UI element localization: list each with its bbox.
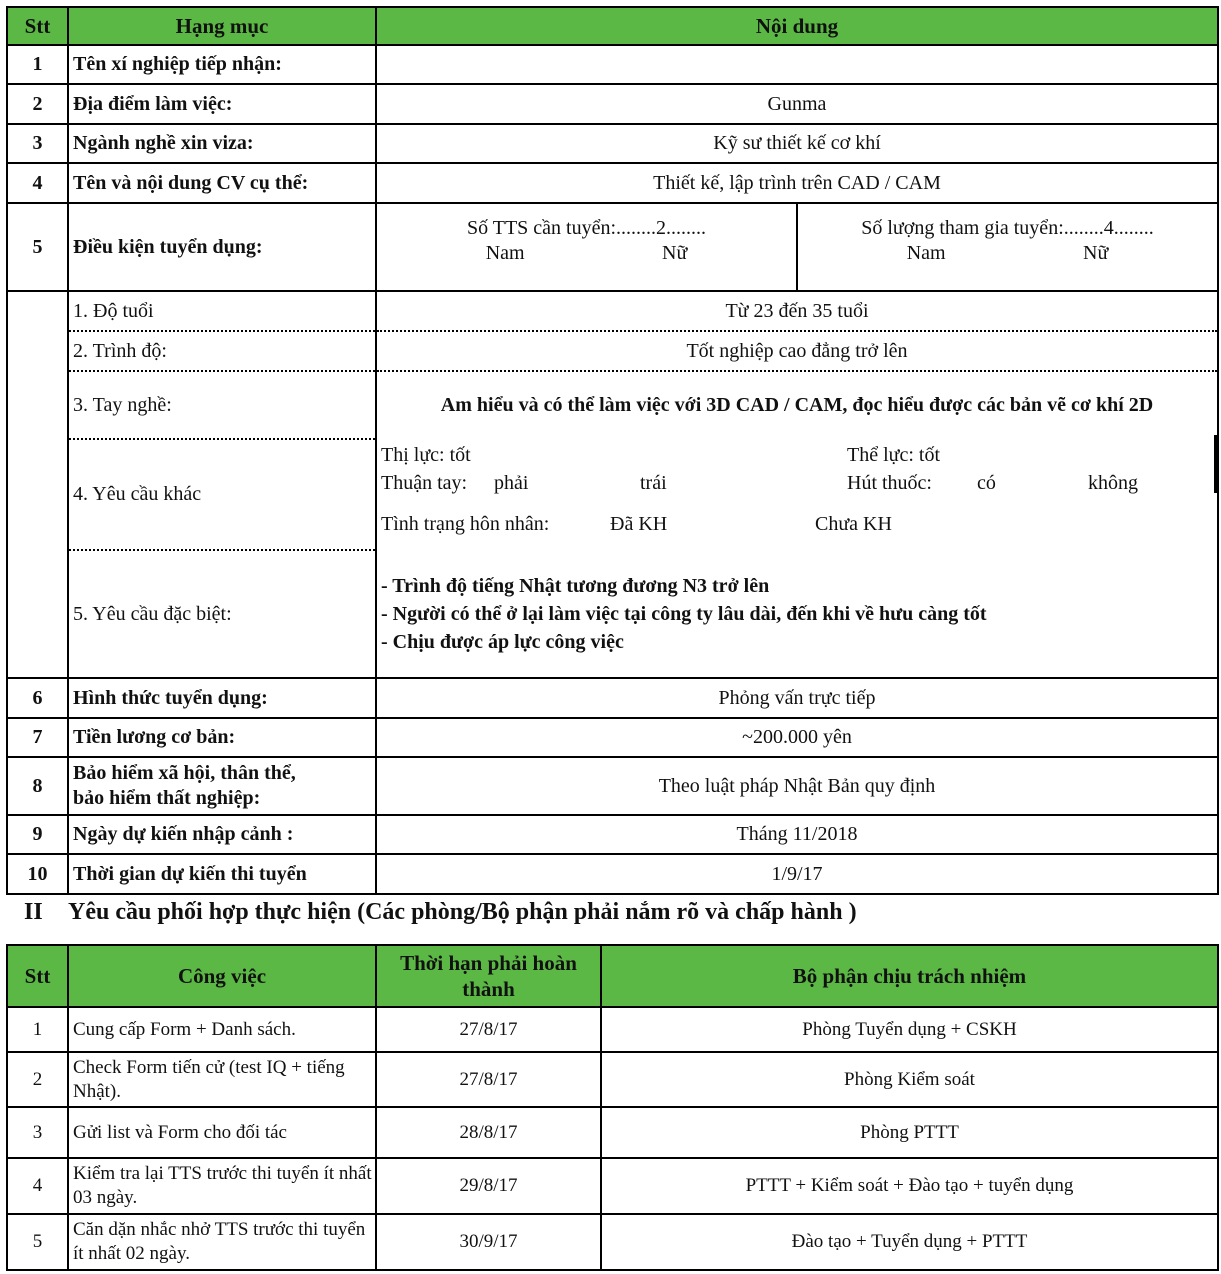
male-label: Nam [485,242,525,264]
row-label: Hình thức tuyển dụng: [68,678,376,718]
row-stt: 6 [7,678,68,718]
row-label: Tiền lương cơ bản: [68,718,376,757]
edu-value: Tốt nghiệp cao đẳng trở lên [376,331,1218,371]
row-dept: Phòng Tuyển dụng + CSKH [601,1007,1218,1052]
row-value: 1/9/17 [376,854,1218,894]
row-label: Tên xí nghiệp tiếp nhận: [68,45,376,84]
row-label-line: Bảo hiểm xã hội, thân thể, [73,762,296,784]
row-deadline: 27/8/17 [376,1052,601,1107]
special-item: - Người có thể ở lại làm việc tại công ty lâu dài, đến khi về hưu càng tốt [381,602,987,625]
skill-label: 3. Tay nghề: [68,371,376,439]
table-row [7,1007,1218,1052]
section-text: Yêu cầu phối hợp thực hiện (Các phòng/Bộ phận phải nắm rõ và chấp hành ) [68,899,857,925]
row-stt: 3 [7,1107,68,1158]
header-dept: Bộ phận chịu trách nhiệm [601,945,1218,1007]
married: Đã KH [610,513,668,535]
row-label-line: bảo hiểm thất nghiệp: [73,787,261,809]
row-label: Điều kiện tuyển dụng: [68,203,376,291]
special-item: - Trình độ tiếng Nhật tương đương N3 trở lên [381,574,770,597]
row-task: Gửi list và Form cho đối tác [68,1107,376,1158]
row-dept: Phòng PTTT [601,1107,1218,1158]
row-dept: PTTT + Kiểm soát + Đào tạo + tuyển dụng [601,1158,1218,1214]
row-stt: 1 [7,45,68,84]
special-item: - Chịu được áp lực công việc [381,630,624,653]
table-header [7,945,1218,1007]
table-header [7,7,1218,45]
marital-label: Tình trạng hôn nhân: [381,513,550,535]
table-row [7,718,1218,757]
female-label: Nữ [1083,242,1109,264]
row-stt: 2 [7,1052,68,1107]
row-label: Ngành nghề xin viza: [68,124,376,163]
scrollbar[interactable] [1214,435,1218,493]
row-label: Thời gian dự kiến thi tuyển [68,854,376,894]
table-row [7,163,1218,203]
table-row [7,1214,1218,1270]
table-row [7,203,1218,291]
row-stt: 4 [7,1158,68,1214]
row-value: ~200.000 yên [376,718,1218,757]
age-value: Từ 23 đến 35 tuổi [376,291,1218,331]
row-deadline: 28/8/17 [376,1107,601,1158]
coordination-table [6,944,1219,1271]
row-stt: 5 [7,1214,68,1270]
header-stt: Stt [7,7,68,45]
header-task: Công việc [68,945,376,1007]
row-value: Gunma [376,84,1218,124]
table-row [7,550,1218,678]
recruitment-table [6,6,1219,895]
row-dept: Phòng Kiểm soát [601,1052,1218,1107]
row-stt: 7 [7,718,68,757]
table-row [7,678,1218,718]
female-label: Nữ [662,242,688,264]
row-stt: 3 [7,124,68,163]
header-category: Hạng mục [68,7,376,45]
row-label: Tên và nội dung CV cụ thể: [68,163,376,203]
table-row [7,854,1218,894]
special-value [376,550,1218,678]
table-row [7,84,1218,124]
single: Chưa KH [815,513,892,535]
section-number: II [24,899,43,925]
smoke-yes: có [977,472,996,494]
edu-label: 2. Trình độ: [68,331,376,371]
hand-label: Thuận tay: [381,472,468,494]
table-row [7,124,1218,163]
hand-right: phải [494,472,529,494]
row-task: Căn dặn nhắc nhở TTS trước thi tuyển ít nhất 02 ngày. [68,1214,376,1270]
section-title [24,899,857,926]
row-deadline: 30/9/17 [376,1214,601,1270]
row-stt: 5 [7,203,68,291]
table-row [7,331,1218,371]
age-label: 1. Độ tuổi [68,291,376,331]
row-stt: 1 [7,1007,68,1052]
table-row [7,815,1218,854]
row-stt: 10 [7,854,68,894]
participants-count [798,204,1217,290]
row-task: Kiểm tra lại TTS trước thi tuyển ít nhất 03 ngày. [68,1158,376,1214]
special-label: 5. Yêu cầu đặc biệt: [68,550,376,678]
row-deadline: 29/8/17 [376,1158,601,1214]
header-stt: Stt [7,945,68,1007]
row-label [68,757,376,815]
table-row [7,757,1218,815]
row-task: Cung cấp Form + Danh sách. [68,1007,376,1052]
row-stt: 2 [7,84,68,124]
row-value: Theo luật pháp Nhật Bản quy định [376,757,1218,815]
row-stt: 9 [7,815,68,854]
table-row [7,1158,1218,1214]
row-task: Check Form tiến cử (test IQ + tiếng Nhật). [68,1052,376,1107]
recruit-conditions [376,203,1218,291]
header-content: Nội dung [376,7,1218,45]
row-stt: 4 [7,163,68,203]
table-row [7,45,1218,84]
row-value [376,45,1218,84]
skill-value: Am hiểu và có thể làm việc với 3D CAD / CAM, đọc hiểu được các bản vẽ cơ khí 2D [376,371,1218,439]
row-stt: 8 [7,757,68,815]
trainee-needed [377,204,798,290]
row-label: Ngày dự kiến nhập cảnh : [68,815,376,854]
eyesight: Thị lực: tốt [381,444,471,466]
fitness: Thể lực: tốt [847,444,941,466]
hand-left: trái [640,472,667,494]
table-row [7,371,1218,439]
row-value: Kỹ sư thiết kế cơ khí [376,124,1218,163]
table-row [7,1107,1218,1158]
table-row [7,1052,1218,1107]
other-value [376,439,1218,550]
row-deadline: 27/8/17 [376,1007,601,1052]
row-value: Thiết kế, lập trình trên CAD / CAM [376,163,1218,203]
smoke-no: không [1088,472,1138,494]
row-value: Tháng 11/2018 [376,815,1218,854]
other-label: 4. Yêu cầu khác [68,439,376,550]
male-label: Nam [906,242,946,264]
trainee-needed-title: Số TTS cần tuyển:........2........ [466,217,707,239]
table-row [7,291,1218,331]
row-value: Phỏng vấn trực tiếp [376,678,1218,718]
header-deadline: Thời hạn phải hoàn thành [376,945,601,1007]
row-dept: Đào tạo + Tuyển dụng + PTTT [601,1214,1218,1270]
participants-title: Số lượng tham gia tuyển:........4........ [861,217,1154,239]
row-label: Địa điểm làm việc: [68,84,376,124]
table-row [7,439,1218,550]
smoke-label: Hút thuốc: [847,472,932,494]
